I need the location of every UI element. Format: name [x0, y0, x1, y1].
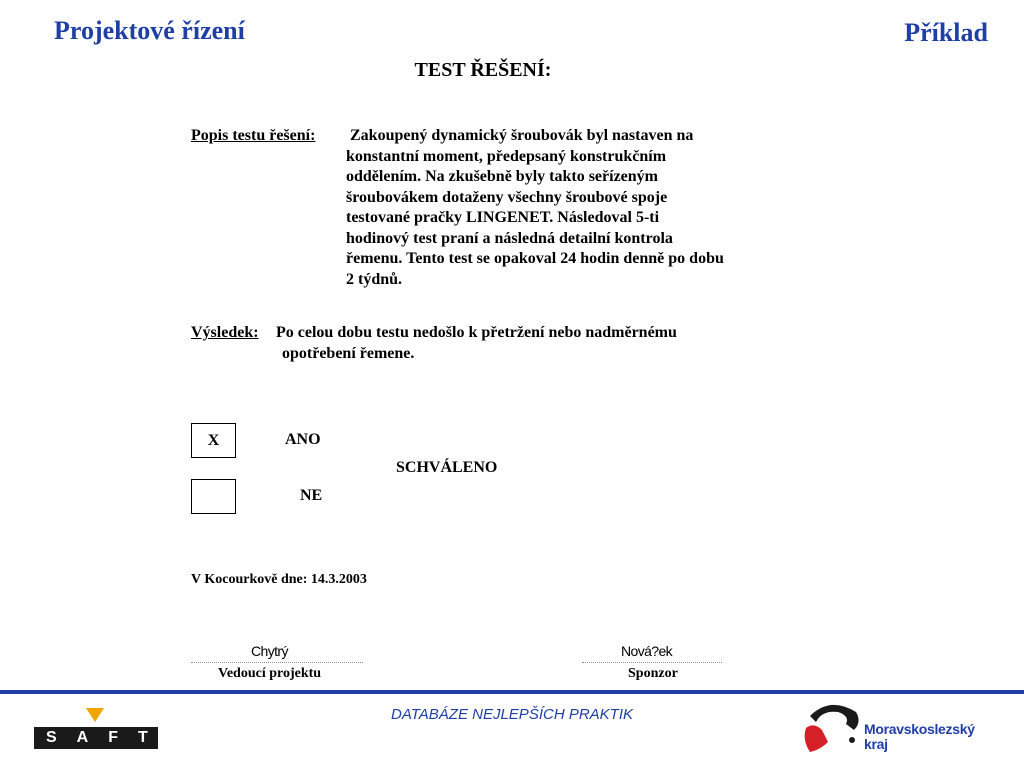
document-title: TEST ŘEŠENÍ: [414, 59, 552, 81]
result-text-line2: opotřebení řemene. [282, 345, 415, 362]
saft-logo-triangle-icon [86, 708, 104, 722]
description-line: konstantní moment, předepsaný konstrukčním [346, 147, 667, 165]
description-line: šroubovákem dotaženy všechny šroubové spoje [346, 188, 668, 206]
role-left: Vedoucí projektu [218, 666, 322, 681]
checkbox-ne[interactable] [191, 479, 236, 514]
header-left-title: Projektové řízení [54, 16, 245, 45]
description-line: testované pračky LINGENET. Následoval 5-ti [346, 209, 660, 226]
checkbox-ano[interactable]: X [191, 423, 236, 458]
signature-left: Chytrý [251, 643, 288, 659]
role-right: Sponzor [628, 666, 678, 681]
result-label: Výsledek: [191, 324, 259, 341]
header-right-title: Příklad [904, 18, 988, 47]
description-line: hodinový test praní a následná detailní kontrola [346, 229, 673, 247]
description-line: řemenu. Tento test se opakoval 24 hodin denně po dobu [346, 250, 724, 267]
kraj-emblem-icon [800, 700, 864, 758]
signature-line-right [582, 662, 722, 663]
kraj-logo-line1: Moravskoslezský [864, 721, 975, 737]
description-line: Zakoupený dynamický šroubovák byl nastaven na [346, 127, 694, 144]
date-line: V Kocourkově dne: 14.3.2003 [191, 572, 367, 587]
signature-line-left [191, 662, 363, 663]
signature-right: Nová?ek [621, 643, 673, 659]
kraj-logo-text [864, 722, 975, 752]
result-text-line1: Po celou dobu testu nedošlo k přetržení nebo nadměrnému [276, 324, 677, 341]
checkbox-ano-label: ANO [285, 431, 321, 448]
saft-logo-text: SAFT [34, 727, 158, 749]
saft-logo [34, 708, 168, 750]
footer-rule [0, 690, 1024, 694]
description-body [346, 126, 786, 290]
moravskoslezsky-kraj-logo [800, 700, 990, 758]
kraj-logo-line2: kraj [864, 736, 888, 752]
description-line: 2 týdnů. [346, 270, 403, 288]
description-label: Popis testu řešení: [191, 127, 316, 144]
approval-status: SCHVÁLENO [396, 459, 498, 476]
footer-text: DATABÁZE NEJLEPŠÍCH PRAKTIK [391, 706, 633, 723]
checkbox-ne-label: NE [300, 487, 323, 504]
description-line: oddělením. Na zkušebně byly takto seřízeným [346, 168, 658, 185]
